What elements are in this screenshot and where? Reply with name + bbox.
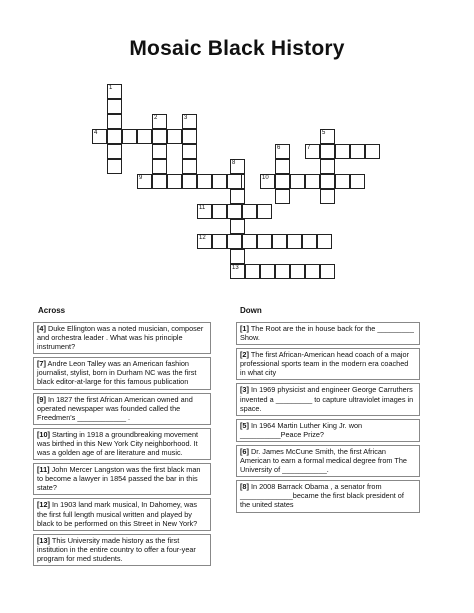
- crossword-cell[interactable]: [275, 189, 290, 204]
- crossword-cell[interactable]: [152, 144, 167, 159]
- cell-number: 9: [139, 175, 143, 181]
- clue-number: [12]: [37, 500, 50, 510]
- clue-text: In 1969 physicist and engineer George Carruthers invented a _________ to capture ultraviolet images in space.: [240, 385, 414, 413]
- clue-text: In 1964 Martin Luther King Jr. won __________Peace Prize?: [240, 420, 363, 439]
- clue-number: [4]: [37, 324, 46, 333]
- across-clue-11: [33, 463, 211, 495]
- crossword-cell[interactable]: [272, 234, 287, 249]
- crossword-cell[interactable]: [152, 159, 167, 174]
- crossword-cell[interactable]: [107, 159, 122, 174]
- crossword-cell[interactable]: [137, 129, 152, 144]
- crossword-cell[interactable]: [305, 174, 320, 189]
- crossword-cell[interactable]: [320, 159, 335, 174]
- crossword-cell[interactable]: [335, 144, 350, 159]
- clue-text: This University made history as the first institution in the entire country to offer a four-year program for med students.: [37, 535, 196, 563]
- down-clue-1: [236, 322, 420, 345]
- crossword-cell[interactable]: [290, 174, 305, 189]
- crossword-cell[interactable]: [107, 144, 122, 159]
- crossword-cell[interactable]: [350, 174, 365, 189]
- cell-number: 10: [262, 175, 269, 181]
- crossword-cell[interactable]: [290, 264, 305, 279]
- crossword-cell[interactable]: [227, 174, 242, 189]
- crossword-cell[interactable]: [317, 234, 332, 249]
- clue-text: Dr. James McCune Smith, the first African American to earn a formal medical degree from The University of ___________.: [240, 446, 407, 475]
- crossword-cell[interactable]: [320, 189, 335, 204]
- crossword-cell[interactable]: [275, 264, 290, 279]
- across-clues: [33, 322, 211, 569]
- down-clue-2: [236, 348, 420, 380]
- crossword-cell[interactable]: [275, 144, 290, 159]
- crossword-cell[interactable]: [212, 234, 227, 249]
- crossword-cell[interactable]: [152, 114, 167, 129]
- crossword-cell[interactable]: [365, 144, 380, 159]
- down-clue-5: [236, 419, 420, 442]
- crossword-cell[interactable]: [197, 204, 212, 219]
- clue-text: The first African-American head coach of a major professional sports team in the modern era coached in what city: [240, 350, 409, 378]
- clue-text: In 1827 the first African American owned and operated newspaper was founded called the Freedmen's ____________ .: [37, 394, 193, 422]
- crossword-cell[interactable]: [107, 114, 122, 129]
- crossword-cell[interactable]: [227, 204, 242, 219]
- cell-number: 8: [232, 160, 236, 166]
- crossword-cell[interactable]: [182, 144, 197, 159]
- clue-number: [10]: [37, 429, 50, 439]
- crossword-cell[interactable]: [152, 129, 167, 144]
- crossword-cell[interactable]: [242, 234, 257, 249]
- cell-number: 7: [307, 145, 311, 151]
- crossword-cell[interactable]: [230, 264, 245, 279]
- across-heading: Across: [38, 306, 66, 315]
- down-clue-3: [236, 383, 420, 415]
- clue-number: [3]: [240, 385, 249, 395]
- crossword-cell[interactable]: [182, 114, 197, 129]
- clue-number: [13]: [37, 535, 50, 545]
- crossword-cell[interactable]: [107, 99, 122, 114]
- crossword-cell[interactable]: [152, 174, 167, 189]
- crossword-cell[interactable]: [275, 174, 290, 189]
- crossword-cell[interactable]: [302, 234, 317, 249]
- crossword-cell[interactable]: [257, 234, 272, 249]
- clue-number: [1]: [240, 324, 249, 333]
- crossword-cell[interactable]: [320, 129, 335, 144]
- crossword-cell[interactable]: [260, 174, 275, 189]
- crossword-cell[interactable]: [197, 174, 212, 189]
- crossword-cell[interactable]: [230, 189, 245, 204]
- crossword-cell[interactable]: [107, 84, 122, 99]
- clue-number: [6]: [240, 446, 249, 456]
- clue-text: In 2008 Barrack Obama , a senator from _____________became the first black president of the united states: [240, 482, 404, 510]
- crossword-cell[interactable]: [197, 234, 212, 249]
- crossword-cell[interactable]: [227, 234, 242, 249]
- crossword-cell[interactable]: [212, 174, 227, 189]
- down-clues: [236, 322, 420, 516]
- crossword-cell[interactable]: [137, 174, 152, 189]
- crossword-cell[interactable]: [167, 129, 182, 144]
- down-clue-6: [236, 445, 420, 477]
- clue-number: [8]: [240, 482, 249, 492]
- across-clue-4: [33, 322, 211, 354]
- clue-text: Duke Ellington was a noted musician, composer and orchestra leader . What was his principle instrument?: [37, 324, 204, 352]
- across-clue-9: [33, 393, 211, 425]
- crossword-cell[interactable]: [350, 144, 365, 159]
- crossword-cell[interactable]: [122, 129, 137, 144]
- crossword-cell[interactable]: [230, 159, 245, 174]
- across-clue-13: [33, 534, 211, 566]
- cell-number: 3: [184, 115, 188, 121]
- crossword-cell[interactable]: [257, 204, 272, 219]
- across-clue-10: [33, 428, 211, 460]
- down-clue-8: [236, 480, 420, 512]
- clue-text: In 1903 land mark musical, In Dahomey, was the first full length musical written and played by black to be performed on this Street in New York?: [37, 500, 198, 528]
- cell-number: 5: [322, 130, 326, 136]
- clue-text: Andre Leon Talley was an American fashion journalist, stylist, born in Durham NC was the first black editor-at-large for this famous publication: [37, 359, 197, 387]
- crossword-cell[interactable]: [245, 264, 260, 279]
- cell-number: 12: [199, 235, 206, 241]
- crossword-cell[interactable]: [260, 264, 275, 279]
- crossword-cell[interactable]: [230, 219, 245, 234]
- cell-number: 1: [109, 85, 113, 91]
- crossword-cell[interactable]: [320, 144, 335, 159]
- clue-number: [9]: [37, 394, 46, 404]
- crossword-cell[interactable]: [335, 174, 350, 189]
- clue-text: Starting in 1918 a groundbreaking movement was birthed in this New York City neighborhood. It was a golden age of are literature and music.: [37, 429, 199, 458]
- crossword-grid: [0, 0, 474, 300]
- cell-number: 6: [277, 145, 281, 151]
- crossword-cell[interactable]: [182, 129, 197, 144]
- crossword-cell[interactable]: [230, 249, 245, 264]
- crossword-cell[interactable]: [107, 129, 122, 144]
- crossword-cell[interactable]: [212, 204, 227, 219]
- across-clue-12: [33, 498, 211, 530]
- crossword-cell[interactable]: [320, 174, 335, 189]
- crossword-cell[interactable]: [92, 129, 107, 144]
- cell-number: 4: [94, 130, 98, 136]
- cell-number: 13: [232, 265, 239, 271]
- clue-text: John Mercer Langston was the first black man to become a lawyer in 1854 passed the bar in this state?: [37, 465, 201, 493]
- crossword-cell[interactable]: [182, 159, 197, 174]
- clue-text: The Root are the in house back for the _________ Show.: [240, 324, 414, 343]
- cell-number: 2: [154, 115, 158, 121]
- page-title: Mosaic Black History: [129, 37, 345, 60]
- crossword-cell[interactable]: [242, 204, 257, 219]
- crossword-cell[interactable]: [305, 144, 320, 159]
- crossword-cell[interactable]: [275, 159, 290, 174]
- cell-number: 11: [199, 205, 206, 211]
- clue-number: [11]: [37, 465, 50, 475]
- down-heading: Down: [240, 306, 262, 315]
- clue-number: [7]: [37, 359, 46, 369]
- crossword-cell[interactable]: [320, 264, 335, 279]
- clue-number: [5]: [240, 420, 249, 430]
- crossword-cell[interactable]: [305, 264, 320, 279]
- clue-number: [2]: [240, 350, 249, 360]
- across-clue-7: [33, 357, 211, 389]
- crossword-cell[interactable]: [182, 174, 197, 189]
- crossword-cell[interactable]: [167, 174, 182, 189]
- crossword-cell[interactable]: [287, 234, 302, 249]
